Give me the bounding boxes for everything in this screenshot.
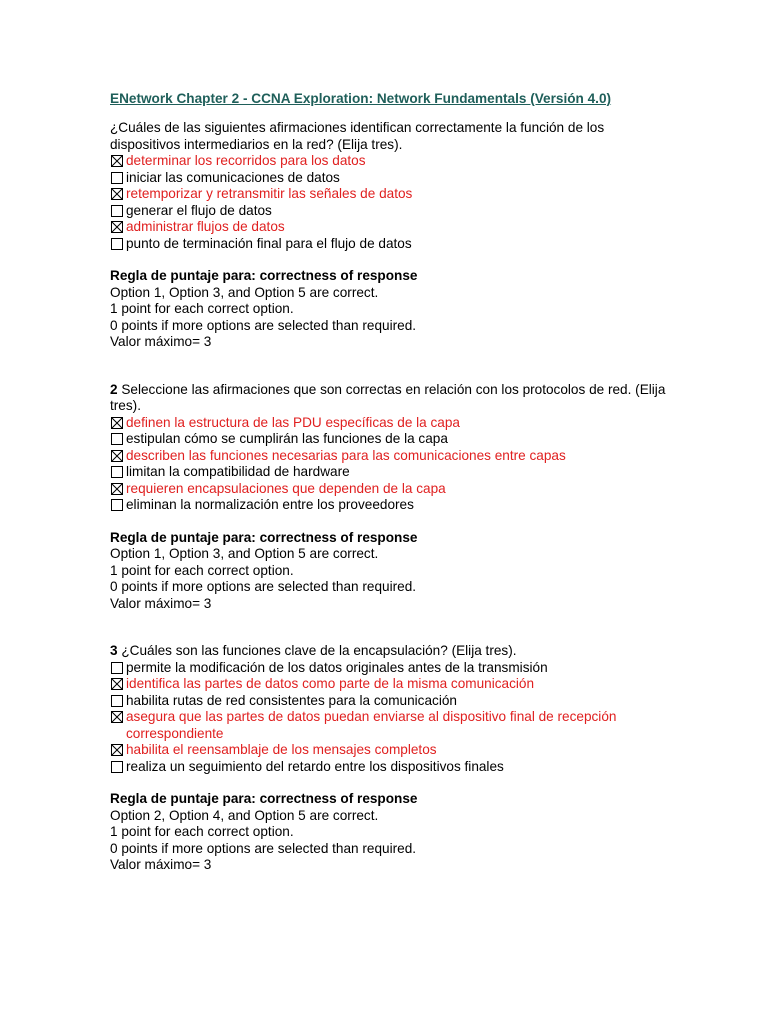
option-item — [110, 693, 670, 710]
scoring-rule-line: Valor máximo= 3 — [110, 857, 212, 872]
scoring-rule-line: 1 point for each correct option. — [110, 562, 294, 578]
checkbox-checked-icon[interactable] — [111, 678, 123, 690]
checkbox-checked-icon[interactable] — [111, 450, 123, 462]
option-item — [110, 236, 670, 253]
scoring-rule-heading: Regla de puntaje para: correctness of response — [110, 529, 418, 545]
questions-container — [110, 120, 670, 874]
question-number: 2 — [110, 381, 118, 397]
option-label: determinar los recorridos para los datos — [126, 153, 366, 168]
question-spacer — [110, 612, 670, 643]
option-label: generar el flujo de datos — [126, 202, 272, 218]
option-label: administrar flujos de datos — [126, 219, 285, 234]
option-label: eliminan la normalización entre los proveedores — [126, 497, 414, 512]
option-label: realiza un seguimiento del retardo entre los dispositivos finales — [126, 758, 504, 774]
checkbox-empty-icon[interactable] — [111, 695, 123, 707]
scoring-rule-line: 1 point for each correct option. — [110, 301, 294, 316]
option-label: permite la modificación de los datos originales antes de la transmisión — [126, 659, 548, 675]
option-item — [110, 660, 670, 677]
question-block — [110, 120, 670, 382]
option-item — [110, 186, 670, 203]
scoring-rule-line: 0 points if more options are selected than required. — [110, 317, 417, 333]
question-spacer — [110, 351, 670, 382]
option-label: describen las funciones necesarias para las comunicaciones entre capas — [126, 447, 566, 463]
question-text — [110, 643, 670, 660]
question-text — [110, 120, 670, 153]
scoring-rule — [110, 530, 670, 613]
option-item — [110, 203, 670, 220]
option-item — [110, 219, 670, 236]
option-item — [110, 431, 670, 448]
scoring-rule-heading: Regla de puntaje para: correctness of response — [110, 268, 418, 283]
option-label: habilita el reensamblaje de los mensajes completos — [126, 742, 437, 757]
option-label: retemporizar y retransmitir las señales de datos — [126, 186, 413, 201]
scoring-rule-heading: Regla de puntaje para: correctness of response — [110, 791, 418, 806]
option-label: identifica las partes de datos como parte de la misma comunicación — [126, 676, 535, 691]
option-list — [110, 415, 670, 514]
question-prompt: Seleccione las afirmaciones que son correctas en relación con los protocolos de red. (Elija tres). — [110, 381, 666, 413]
question-prompt: ¿Cuáles de las siguientes afirmaciones identifican correctamente la función de los dispositivos intermediarios en la red? (Elija tres). — [110, 120, 605, 152]
checkbox-empty-icon[interactable] — [111, 433, 123, 445]
option-label: estipulan cómo se cumplirán las funciones de la capa — [126, 431, 448, 446]
option-item — [110, 464, 670, 481]
option-label: iniciar las comunicaciones de datos — [126, 169, 340, 185]
option-list — [110, 660, 670, 776]
scoring-rule-line: Valor máximo= 3 — [110, 334, 212, 349]
checkbox-empty-icon[interactable] — [111, 761, 123, 773]
option-item — [110, 676, 670, 693]
document-title-link[interactable]: ENetwork Chapter 2 - CCNA Exploration: Network Fundamentals (Versión 4.0) — [110, 91, 612, 106]
scoring-rule-line: 1 point for each correct option. — [110, 824, 294, 839]
checkbox-empty-icon[interactable] — [111, 662, 123, 674]
option-list — [110, 153, 670, 252]
option-label: asegura que las partes de datos puedan enviarse al dispositivo final de recepción correspondiente — [126, 709, 617, 741]
option-item — [110, 448, 670, 465]
checkbox-checked-icon[interactable] — [111, 483, 123, 495]
option-label: punto de terminación final para el flujo de datos — [126, 235, 412, 251]
option-item — [110, 497, 670, 514]
checkbox-empty-icon[interactable] — [111, 466, 123, 478]
document-page — [110, 90, 670, 874]
option-label: habilita rutas de red consistentes para la comunicación — [126, 692, 457, 708]
checkbox-empty-icon[interactable] — [111, 172, 123, 184]
scoring-rule-line: Option 1, Option 3, and Option 5 are correct. — [110, 546, 379, 561]
question-text — [110, 382, 670, 415]
checkbox-empty-icon[interactable] — [111, 238, 123, 250]
checkbox-empty-icon[interactable] — [111, 205, 123, 217]
scoring-rule-line: Option 2, Option 4, and Option 5 are correct. — [110, 807, 379, 823]
checkbox-checked-icon[interactable] — [111, 417, 123, 429]
option-label: definen la estructura de las PDU específicas de la capa — [126, 414, 460, 430]
option-label: limitan la compatibilidad de hardware — [126, 464, 350, 479]
option-label: requieren encapsulaciones que dependen de la capa — [126, 480, 446, 496]
scoring-rule-line: Valor máximo= 3 — [110, 595, 212, 611]
checkbox-checked-icon[interactable] — [111, 711, 123, 723]
option-item — [110, 481, 670, 498]
scoring-rule-line: 0 points if more options are selected than required. — [110, 840, 417, 856]
checkbox-checked-icon[interactable] — [111, 188, 123, 200]
option-item — [110, 170, 670, 187]
checkbox-empty-icon[interactable] — [111, 499, 123, 511]
option-item — [110, 709, 670, 742]
option-item — [110, 759, 670, 776]
question-number: 3 — [110, 643, 118, 658]
scoring-rule — [110, 791, 670, 874]
scoring-rule-line: Option 1, Option 3, and Option 5 are correct. — [110, 284, 379, 300]
question-prompt: ¿Cuáles son las funciones clave de la encapsulación? (Elija tres). — [121, 643, 517, 658]
option-item — [110, 415, 670, 432]
option-item — [110, 153, 670, 170]
question-block — [110, 643, 670, 874]
scoring-rule — [110, 268, 670, 351]
checkbox-checked-icon[interactable] — [111, 155, 123, 167]
scoring-rule-line: 0 points if more options are selected than required. — [110, 579, 417, 594]
question-block — [110, 382, 670, 644]
checkbox-checked-icon[interactable] — [111, 221, 123, 233]
checkbox-checked-icon[interactable] — [111, 744, 123, 756]
option-item — [110, 742, 670, 759]
